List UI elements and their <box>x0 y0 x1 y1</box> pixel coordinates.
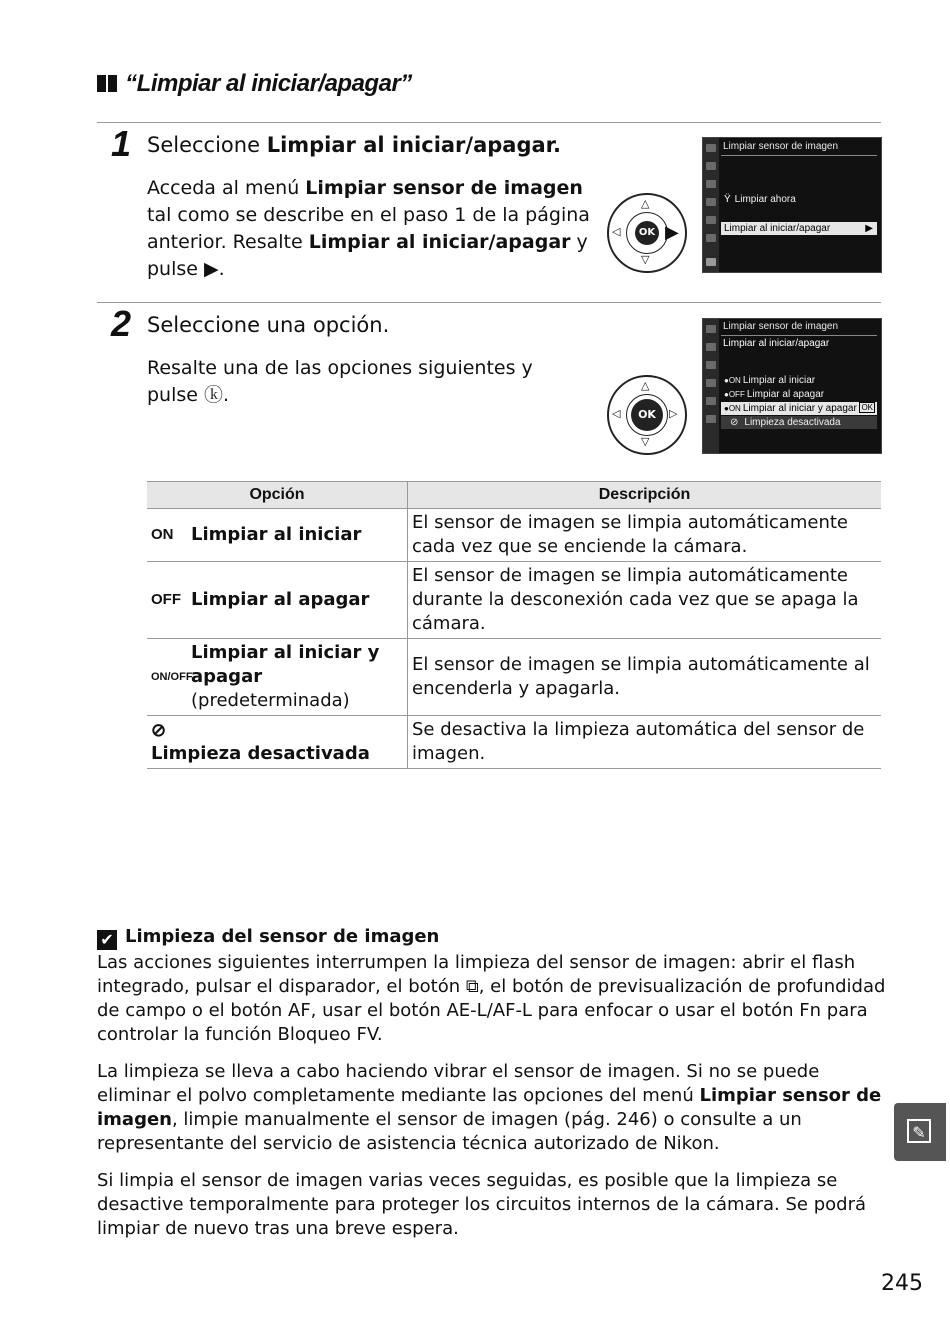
option-label: Limpieza desactivada <box>151 743 370 764</box>
divider <box>97 302 881 303</box>
option-label: Limpiar al apagar <box>191 589 370 610</box>
note-paragraph: La limpieza se lleva a cabo haciendo vibrar el sensor de imagen. Si no se puede eliminar el polvo completamente mediante las opciones del menú Limpiar sensor de imagen, limpie manualmente el sensor de imagen (pág. 246) o consulte a un representante del servicio de asistencia técnica autorizado de Nikon. <box>97 1061 882 1154</box>
divider <box>97 122 881 123</box>
instruction-text: Acceda al menú <box>147 177 306 199</box>
wrench-icon: Ÿ <box>724 194 731 205</box>
ok-button-icon: OK <box>631 399 663 431</box>
screen-option-shutdown: ●OFF Limpiar al apagar <box>724 389 825 400</box>
chevron-right-icon: ▶ <box>865 223 873 234</box>
table-row <box>147 509 881 562</box>
option-description: El sensor de imagen se limpia automáticamente cada vez que se enciende la cámara. <box>408 509 882 562</box>
table-row <box>147 716 881 769</box>
option-description: El sensor de imagen se limpia automáticamente durante la desconexión cada vez que se apaga la cámara. <box>408 562 882 639</box>
arrow-up-icon: △ <box>641 197 650 210</box>
section-title-text: “Limpiar al iniciar/apagar” <box>125 70 412 97</box>
multi-selector-icon <box>607 375 687 455</box>
section-title <box>97 70 412 98</box>
option-label: Limpiar al iniciar y apagar <box>191 642 380 687</box>
clean-disabled-icon: ⊘ <box>730 417 739 428</box>
page-number: 245 <box>881 1271 923 1296</box>
option-description: Se desactiva la limpieza automática del sensor de imagen. <box>408 716 882 769</box>
step-instructions: Resalte una de las opciones siguientes y pulse ⓚ. <box>147 357 533 406</box>
step-number: 2 <box>111 303 132 344</box>
camera-menu-screen <box>702 137 882 273</box>
ok-icon: OK <box>861 403 873 412</box>
clean-on-icon: ON <box>151 526 174 543</box>
note-heading: ✔ Limpieza del sensor de imagen <box>97 926 439 950</box>
table-header <box>147 482 881 509</box>
bold-term: Limpiar sensor de imagen <box>305 177 583 199</box>
option-label: Limpiar al iniciar <box>191 524 362 545</box>
column-header-description: Descripción <box>408 482 882 509</box>
clean-on-off-icon: ●ON <box>724 404 741 413</box>
menu-item-clean-startup-shutdown: Limpiar al iniciar/apagar ▶ <box>721 222 877 235</box>
note-paragraph: Las acciones siguientes interrumpen la limpieza del sensor de imagen: abrir el flash integrado, pulsar el disparador, el botón ⧉, el botón de previsualización de profundidad de campo o el botón AF, usar el botón AE-L/AF-L para enfocar o usar el botón Fn para controlar la función Bloqueo FV. <box>97 952 886 1045</box>
clean-off-icon: OFF <box>151 591 181 608</box>
instruction-text: tal como se describe en el paso 1 de la página anterior. Resalte <box>147 204 590 253</box>
section-marker-icon <box>97 75 106 92</box>
arrow-down-icon: ▽ <box>641 435 650 448</box>
arrow-right-icon: ▶ <box>665 222 679 243</box>
arrow-left-icon: ◁ <box>612 225 621 238</box>
checkmark-icon: ✔ <box>97 930 117 950</box>
clean-on-icon: ●ON <box>724 376 741 385</box>
arrow-down-icon: ▽ <box>641 253 650 266</box>
step-number: 1 <box>111 123 132 164</box>
screen-option-disabled: ⊘ Limpieza desactivada <box>721 416 877 429</box>
chapter-tab <box>894 1103 946 1161</box>
clean-on-off-icon: ON/OFF <box>151 671 193 683</box>
help-icon <box>706 258 716 266</box>
step-instructions <box>147 175 597 283</box>
arrow-left-icon: ◁ <box>612 407 621 420</box>
arrow-up-icon: △ <box>641 379 650 392</box>
section-marker-icon <box>108 75 117 92</box>
step-heading: Seleccione una opción. <box>147 313 390 337</box>
option-description: El sensor de imagen se limpia automáticamente al encenderla y apagarla. <box>408 639 882 716</box>
retouch-menu-icon: ✎ <box>907 1119 931 1143</box>
menu-item-clean-now: Ÿ Limpiar ahora <box>724 194 796 205</box>
option-default-note: (predeterminada) <box>191 690 350 711</box>
bold-term: Limpiar al iniciar/apagar <box>308 231 571 253</box>
step-heading: Seleccione Limpiar al iniciar/apagar. <box>147 133 562 157</box>
instruction-text: y pulse ▶. <box>147 231 588 280</box>
column-header-option: Opción <box>147 482 408 509</box>
table-row <box>147 639 881 716</box>
camera-menu-screen <box>702 318 882 454</box>
ok-button-icon: OK <box>635 221 659 245</box>
multi-selector-icon <box>607 193 687 273</box>
clean-disabled-icon: ⊘ <box>151 720 167 740</box>
screen-option-startup: ●ON Limpiar al iniciar <box>724 375 816 386</box>
clean-off-icon: ●OFF <box>724 390 745 399</box>
screen-option-startup-shutdown: ●ON Limpiar al iniciar y apagar OK <box>721 402 877 415</box>
screen-title: Limpiar sensor de imagen <box>723 321 839 332</box>
screen-subtitle: Limpiar al iniciar/apagar <box>723 338 830 349</box>
options-table <box>147 481 881 769</box>
note-paragraph: Si limpia el sensor de imagen varias veces seguidas, es posible que la limpieza se desactive temporalmente para proteger los circuitos internos de la cámara. Se podrá limpiar de nuevo tras una breve espera. <box>97 1170 867 1239</box>
arrow-right-icon: ▷ <box>669 407 678 420</box>
table-row <box>147 562 881 639</box>
screen-title: Limpiar sensor de imagen <box>723 141 839 152</box>
